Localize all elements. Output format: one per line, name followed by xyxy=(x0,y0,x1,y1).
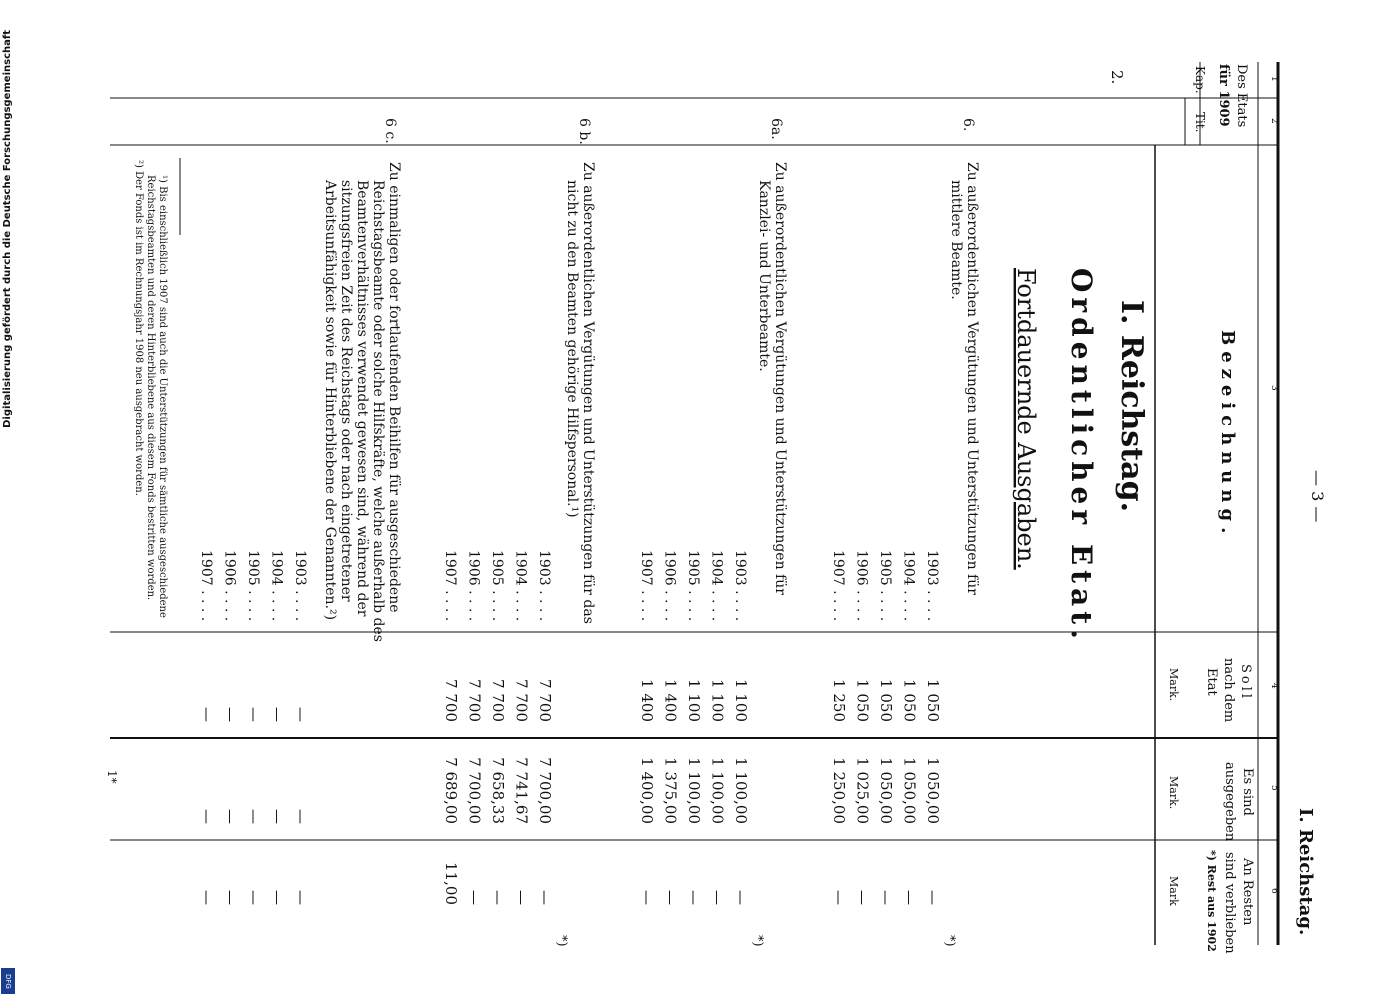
column-number: 1 xyxy=(1269,76,1279,82)
page-number: — 3 — xyxy=(1308,470,1327,523)
kapitel-number: 2. xyxy=(1108,70,1126,85)
ausgegeben-value: 1 050,00 xyxy=(877,757,895,824)
soll-value: 1 100 xyxy=(708,679,727,722)
soll-value: 1 050 xyxy=(853,679,872,722)
soll-value: 1 050 xyxy=(900,679,919,722)
year-label: 1907 . . . . xyxy=(638,550,654,622)
rest-value: — xyxy=(661,890,680,905)
soll-header-line2: nach dem xyxy=(1221,658,1236,723)
footnote-2: ²) Der Fonds ist im Rechnungsjahr 1908 neu ausgebracht worden. xyxy=(133,160,144,496)
year-label: 1903 . . . . xyxy=(292,550,308,622)
running-title: I. Reichstag. xyxy=(1295,808,1316,936)
signature-mark: 1* xyxy=(105,770,119,784)
heading-fortdauernde-ausgaben: Fortdauernde Ausgaben. xyxy=(1012,268,1040,570)
soll-value: 1 250 xyxy=(830,679,848,722)
reste-unit: Mark xyxy=(1167,876,1180,906)
rest-value: — xyxy=(877,890,895,905)
soll-value: 1 400 xyxy=(638,679,656,722)
soll-value: 1 050 xyxy=(877,679,895,722)
year-label: 1903 . . . . xyxy=(732,550,748,622)
year-label: 1906 . . . . xyxy=(465,550,482,622)
year-label: 1906 . . . . xyxy=(853,550,870,622)
soll-value: 7 700 xyxy=(536,679,554,722)
title-description: Kanzlei- und Unterbeamte. xyxy=(756,180,772,372)
title-description: Arbeitsunfähigkeit sowie für Hinterbliebene der Genannten.²) xyxy=(322,180,338,621)
bezeichnung-header: Bezeichnung. xyxy=(1217,330,1238,540)
tit-label: 6 c. xyxy=(382,118,398,144)
ausgegeben-value: 1 400,00 xyxy=(638,757,656,824)
column-number: 2 xyxy=(1269,118,1279,124)
ausgegeben-value: 1 025,00 xyxy=(853,757,872,824)
rest-value: — xyxy=(708,890,727,905)
year-label: 1903 . . . . xyxy=(924,550,940,622)
etats-header-line1: Des Etats xyxy=(1234,64,1249,128)
year-label: 1905 . . . . xyxy=(685,550,701,622)
rest-value: — xyxy=(536,890,554,905)
ausgegeben-unit: Mark. xyxy=(1167,776,1180,810)
soll-value: — xyxy=(221,707,240,722)
digitization-credit-text: Digitalisierung gefördert durch die Deutsche Forschungsgemeinschaft xyxy=(2,30,13,428)
year-label: 1903 . . . . xyxy=(536,550,552,622)
soll-unit: Mark. xyxy=(1167,668,1180,702)
ausgegeben-value: — xyxy=(245,809,263,824)
column-number: 3 xyxy=(1269,385,1279,391)
footnote-1: Reichstagsbeamten und deren Hinterbliebene aus diesem Fonds bestritten worden. xyxy=(145,175,156,601)
soll-value: — xyxy=(268,707,287,722)
ausgegeben-value: 7 700,00 xyxy=(465,757,484,824)
footnote-1: ¹) Bis einschließlich 1907 sind auch die Unterstützungen für sämtliche ausgeschiedene xyxy=(157,175,168,618)
soll-value: 7 700 xyxy=(465,679,484,722)
soll-value: — xyxy=(198,707,216,722)
rest-value: — xyxy=(512,890,531,905)
year-label: 1907 . . . . xyxy=(198,550,214,622)
soll-value: — xyxy=(292,707,310,722)
year-label: 1904 . . . . xyxy=(900,550,917,622)
tit-header: Tit. xyxy=(1193,112,1207,133)
title-description: sitzungsfreien Zeit des Reichstags oder nach eingetretener xyxy=(338,180,354,602)
ausgegeben-value: 1 250,00 xyxy=(830,757,848,824)
reste-header-line2: sind verblieben xyxy=(1222,852,1237,954)
tit-label: 6. xyxy=(960,118,976,132)
ausgegeben-value: — xyxy=(268,809,287,824)
year-label: 1905 . . . . xyxy=(489,550,505,622)
soll-value: 1 400 xyxy=(661,679,680,722)
rest-value: — xyxy=(465,890,484,905)
title-description: Zu außerordentlichen Vergütungen und Unterstützungen für das xyxy=(580,162,596,624)
reste-header-line1: An Resten xyxy=(1240,858,1255,926)
title-description: mittlere Beamte. xyxy=(948,180,964,300)
tit-label: 6a. xyxy=(768,118,784,140)
ausgegeben-value: 1 100,00 xyxy=(708,757,727,824)
ausgegeben-value: 7 689,00 xyxy=(442,757,460,824)
title-description: Zu einmaligen oder fortlaufenden Beihilfen für ausgeschiedene xyxy=(386,162,402,613)
ausgegeben-value: 1 100,00 xyxy=(685,757,703,824)
ausgegeben-value: — xyxy=(292,809,310,824)
column-number: 4 xyxy=(1269,683,1279,689)
soll-value: 7 700 xyxy=(489,679,507,722)
title-description: Beamtenverhältnisses verwendet gewesen sind, während der xyxy=(354,180,370,617)
ausgegeben-value: 1 375,00 xyxy=(661,757,680,824)
rest-value: — xyxy=(900,890,919,905)
rest-value: — xyxy=(732,890,750,905)
ausgegeben-header-line1: Es sind xyxy=(1240,768,1255,816)
year-label: 1906 . . . . xyxy=(661,550,678,622)
soll-value: 1 100 xyxy=(685,679,703,722)
heading-reichstag: I. Reichstag. xyxy=(1114,300,1149,513)
ausgegeben-value: 7 700,00 xyxy=(536,757,554,824)
soll-value: 7 700 xyxy=(512,679,531,722)
ausgegeben-value: — xyxy=(221,809,240,824)
title-description: Zu außerordentlichen Vergütungen und Unterstützungen für xyxy=(964,162,980,595)
soll-value: 1 050 xyxy=(924,679,942,722)
year-label: 1905 . . . . xyxy=(877,550,893,622)
year-label: 1904 . . . . xyxy=(268,550,285,622)
kap-header: Kap. xyxy=(1193,66,1207,94)
title-description: Zu außerordentlichen Vergütungen und Unterstützungen für xyxy=(772,162,788,595)
reste-note: *) xyxy=(554,935,569,947)
rest-value: — xyxy=(198,890,216,905)
reste-note: *) xyxy=(750,935,765,947)
ausgegeben-value: 1 050,00 xyxy=(900,757,919,824)
year-label: 1906 . . . . xyxy=(221,550,238,622)
rest-value: — xyxy=(245,890,263,905)
ausgegeben-value: 7 658,33 xyxy=(489,757,507,824)
ausgegeben-value: 1 100,00 xyxy=(732,757,750,824)
reste-header-line3: *) Rest aus 1902 xyxy=(1205,850,1218,952)
column-number: 5 xyxy=(1269,785,1279,791)
soll-value: — xyxy=(245,707,263,722)
rest-value: — xyxy=(292,890,310,905)
rest-value: — xyxy=(638,890,656,905)
rest-value: 11,00 xyxy=(442,862,460,905)
year-label: 1905 . . . . xyxy=(245,550,261,622)
rest-value: — xyxy=(830,890,848,905)
soll-header-line1: Soll xyxy=(1238,664,1253,702)
year-label: 1904 . . . . xyxy=(512,550,529,622)
rest-value: — xyxy=(489,890,507,905)
year-label: 1907 . . . . xyxy=(830,550,846,622)
ausgegeben-value: 1 050,00 xyxy=(924,757,942,824)
soll-header-line3: Etat xyxy=(1204,668,1219,696)
year-label: 1907 . . . . xyxy=(442,550,458,622)
column-number: 6 xyxy=(1269,888,1279,894)
ausgegeben-value: 7 741,67 xyxy=(512,757,531,824)
rest-value: — xyxy=(221,890,240,905)
reste-note: *) xyxy=(942,935,957,947)
etats-header-line2: für 1909 xyxy=(1216,64,1231,127)
rest-value: — xyxy=(268,890,287,905)
rest-value: — xyxy=(853,890,872,905)
title-description: Reichstagsbeamte oder solche Hilfskräfte, welche außerhalb des xyxy=(370,180,386,642)
heading-ordentlicher-etat: Ordentlicher Etat. xyxy=(1065,268,1098,644)
soll-value: 1 100 xyxy=(732,679,750,722)
tit-label: 6 b. xyxy=(576,118,592,145)
dfg-logo: DFG xyxy=(1,968,15,994)
title-description: nicht zu den Beamten gehörige Hilfspersonal.¹) xyxy=(564,180,580,518)
soll-value: 7 700 xyxy=(442,679,460,722)
year-label: 1904 . . . . xyxy=(708,550,725,622)
ausgegeben-value: — xyxy=(198,809,216,824)
ausgegeben-header-line2: ausgegeben xyxy=(1222,762,1237,842)
rest-value: — xyxy=(924,890,942,905)
rest-value: — xyxy=(685,890,703,905)
